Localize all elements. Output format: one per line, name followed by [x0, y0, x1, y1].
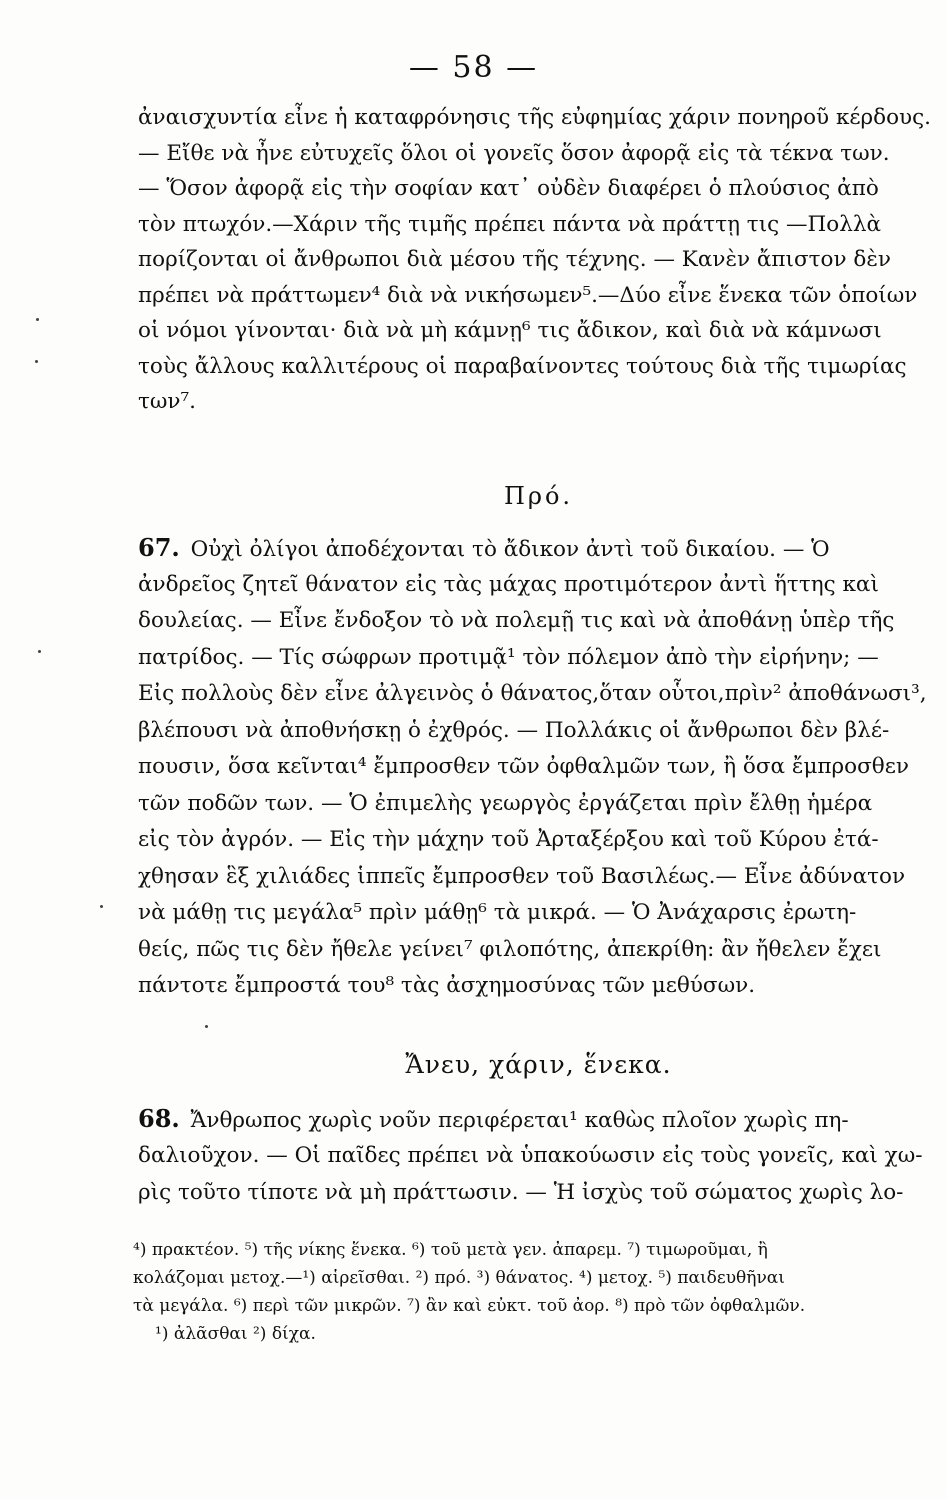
text-line: θείς, πῶς τις δὲν ἤθελε γείνει⁷ φιλοπότης, ἀπεκρίθη: ἂν ἤθελεν ἔχει	[138, 936, 882, 962]
footnote-line: ⁴) πρακτέον. ⁵) τῆς νίκης ἕνεκα. ⁶) τοῦ μετὰ γεν. ἀπαρεμ. ⁷) τιμωροῦμαι, ἢ	[133, 1240, 768, 1260]
text-line: πουσιν, ὅσα κεῖνται⁴ ἔμπροσθεν τῶν ὀφθαλμῶν των, ἢ ὅσα ἔμπροσθεν	[138, 754, 909, 779]
text-line: Εἰς πολλοὺς δὲν εἶνε ἀλγεινὸς ὁ θάνατος,ὅταν οὗτοι,πρὶν² ἀποθάνωσι³,	[138, 681, 927, 706]
print-speck	[205, 1025, 208, 1028]
text-line: οἱ νόμοι γίνονται· διὰ νὰ μὴ κάμνῃ⁶ τις ἄδικον, καὶ διὰ νὰ κάμνωσι	[138, 318, 882, 343]
section-number: 67.	[138, 533, 180, 562]
text-line: τὸν πτωχόν.—Χάριν τῆς τιμῆς πρέπει πάντα νὰ πράττῃ τις —Πολλὰ	[138, 211, 881, 237]
text-line-content: Οὐχὶ ὀλίγοι ἀποδέχονται τὸ ἄδικον ἀντὶ τοῦ δικαίου. — Ὁ	[190, 537, 830, 562]
text-line: πατρίδος. — Τίς σώφρων προτιμᾷ¹ τὸν πόλεμον ἀπὸ τὴν εἰρήνην; —	[138, 644, 879, 670]
print-speck	[100, 905, 103, 908]
text-line: δαλιοῦχον. — Οἱ παῖδες πρέπει νὰ ὑπακούωσιν εἰς τοὺς γονεῖς, καὶ χω-	[138, 1143, 923, 1168]
section-heading-aneu: Ἄνευ, χάριν, ἕνεκα.	[405, 1050, 672, 1079]
section-number: 68.	[138, 1104, 180, 1133]
text-line: τοὺς ἄλλους καλλιτέρους οἱ παραβαίνοντες τούτους διὰ τῆς τιμωρίας	[138, 353, 907, 379]
text-line-content: Ἄνθρωπος χωρὶς νοῦν περιφέρεται¹ καθὼς πλοῖον χωρὶς πη-	[190, 1108, 849, 1133]
text-line: εἰς τὸν ἀγρόν. — Εἰς τὴν μάχην τοῦ Ἀρταξέρξου καὶ τοῦ Κύρου ἐτά-	[138, 827, 879, 852]
text-line: δουλείας. — Εἶνε ἔνδοξον τὸ νὰ πολεμῇ τις καὶ νὰ ἀποθάνῃ ὑπὲρ τῆς	[138, 608, 895, 633]
section-68	[138, 1100, 936, 1211]
text-line: νὰ μάθῃ τις μεγάλα⁵ πρὶν μάθῃ⁶ τὰ μικρά. — Ὁ Ἀνάχαρσις ἐρωτη-	[138, 900, 857, 925]
text-line: χθησαν ἓξ χιλιάδες ἱππεῖς ἔμπροσθεν τοῦ Βασιλέως.— Εἶνε ἀδύνατον	[138, 863, 906, 889]
text-line: των⁷.	[138, 389, 196, 414]
text-line: — Ὅσον ἀφορᾷ εἰς τὴν σοφίαν κατ᾽ οὐδὲν διαφέρει ὁ πλούσιος ἀπὸ	[138, 176, 879, 201]
footnote-line: κολάζομαι μετοχ.—¹) αἱρεῖσθαι. ²) πρό. ³) θάνατος. ⁴) μετοχ. ⁵) παιδευθῆναι	[133, 1268, 785, 1288]
footnote-line: ¹) ἀλᾶσθαι ²) δίχα.	[155, 1324, 316, 1344]
footnotes	[133, 1236, 938, 1348]
print-speck	[35, 360, 38, 363]
text-line	[138, 1100, 936, 1137]
paragraph-continued	[138, 100, 936, 420]
section-67	[138, 530, 936, 1005]
footnote-line: τὰ μεγάλα. ⁶) περὶ τῶν μικρῶν. ⁷) ἂν καὶ εὐκτ. τοῦ ἀορ. ⁸) πρὸ τῶν ὀφθαλμῶν.	[133, 1296, 806, 1316]
text-line: πρέπει νὰ πράττωμεν⁴ διὰ νὰ νικήσωμεν⁵.—Δύο εἶνε ἕνεκα τῶν ὁποίων	[138, 282, 918, 308]
print-speck	[38, 650, 41, 653]
text-line: ρὶς τοῦτο τίποτε νὰ μὴ πράττωσιν. — Ἡ ἰσχὺς τοῦ σώματος χωρὶς λο-	[138, 1180, 904, 1205]
text-line: — Εἴθε νὰ ἦνε εὐτυχεῖς ὅλοι οἱ γονεῖς ὅσον ἀφορᾷ εἰς τὰ τέκνα των.	[138, 140, 890, 166]
text-line: τῶν ποδῶν των. — Ὁ ἐπιμελὴς γεωργὸς ἐργάζεται πρὶν ἔλθῃ ἡμέρα	[138, 790, 873, 816]
text-line: πάντοτε ἔμπροστά του⁸ τὰς ἀσχημοσύνας τῶν μεθύσων.	[138, 973, 756, 998]
text-line: βλέπουσι νὰ ἀποθνήσκῃ ὁ ἐχθρός. — Πολλάκις οἱ ἄνθρωποι δὲν βλέ-	[138, 717, 890, 743]
text-line: ἀναισχυντία εἶνε ἡ καταφρόνησις τῆς εὐφημίας χάριν πονηροῦ κέρδους.	[138, 105, 932, 130]
text-line: πορίζονται οἱ ἄνθρωποι διὰ μέσου τῆς τέχνης. — Κανὲν ἄπιστον δὲν	[138, 247, 891, 272]
page-number: — 58 —	[408, 50, 539, 85]
section-heading-pro: Πρό.	[503, 482, 574, 510]
print-speck	[36, 318, 39, 321]
text-line: ἀνδρεῖος ζητεῖ θάνατον εἰς τὰς μάχας προτιμότερον ἀντὶ ἥττης καὶ	[138, 571, 879, 597]
text-line	[138, 530, 936, 567]
